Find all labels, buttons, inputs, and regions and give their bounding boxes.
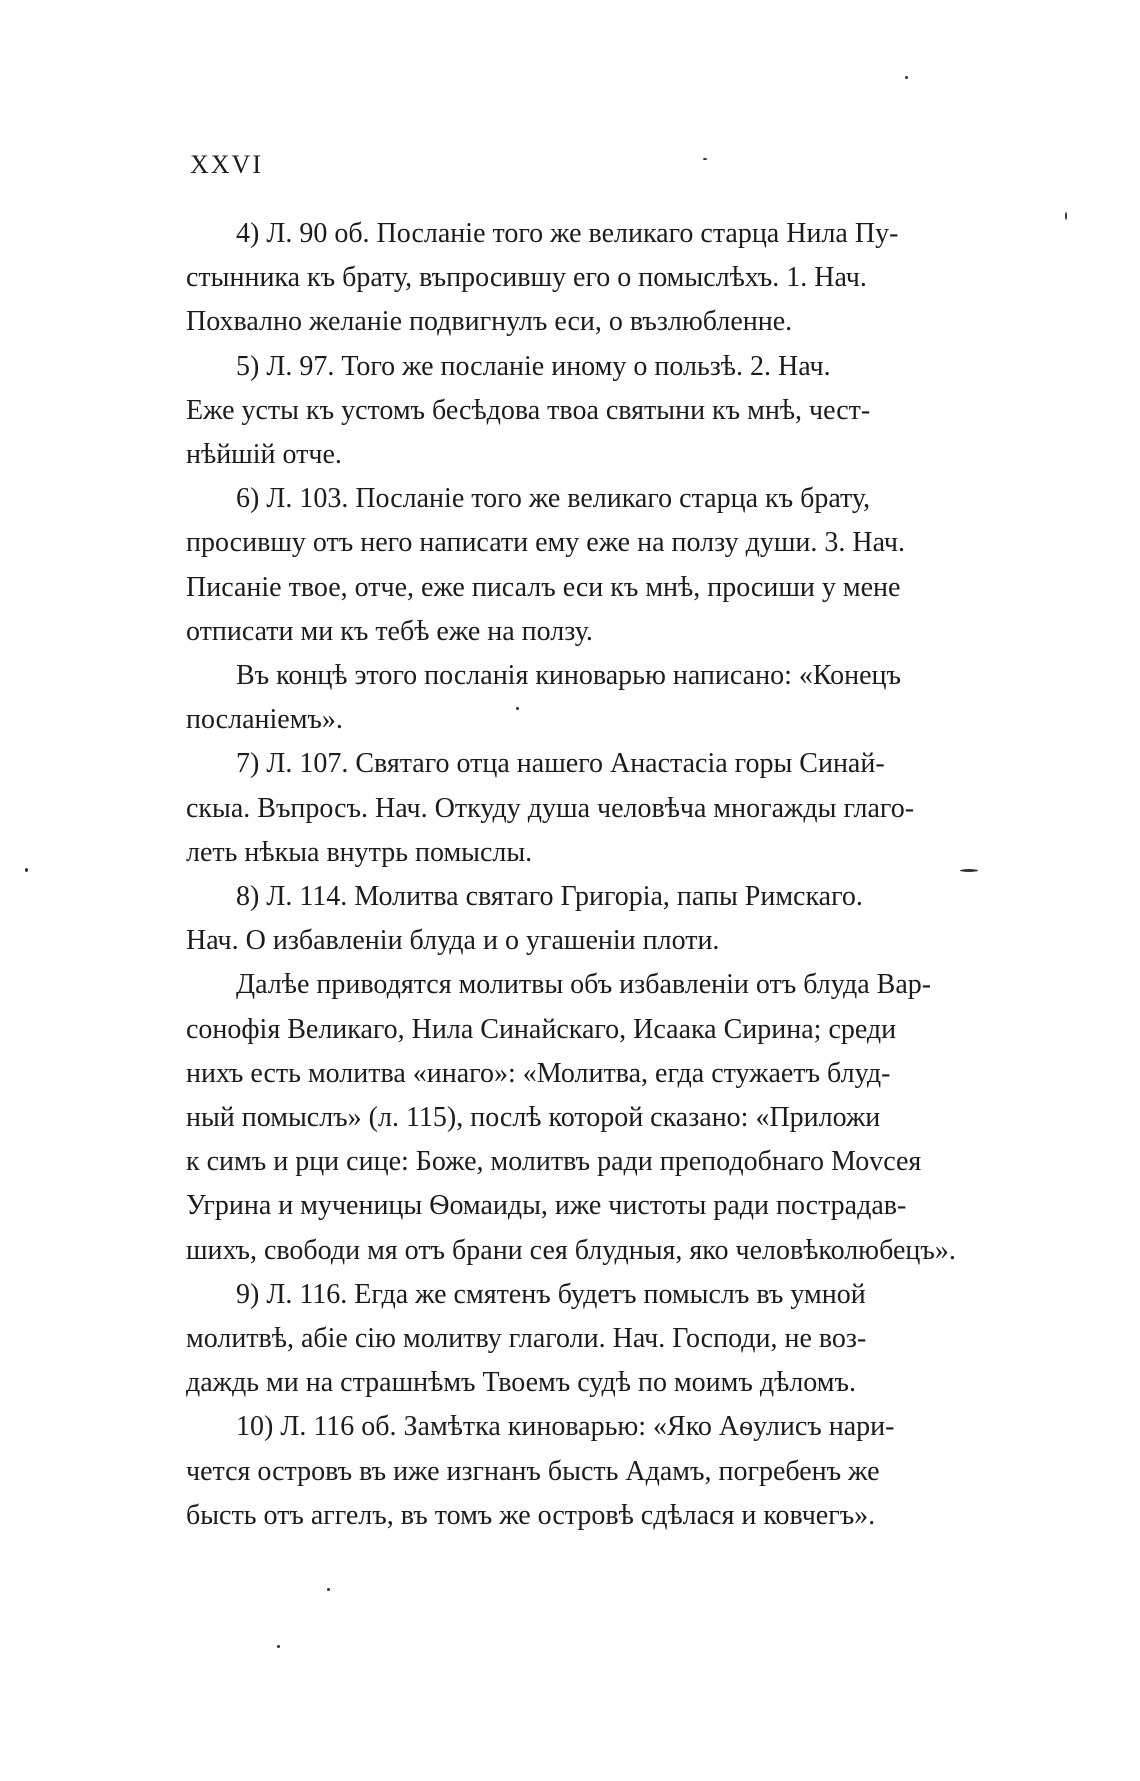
text-line: 7) Л. 107. Святаго отца нашего Анастасіа горы Синай-: [236, 748, 885, 780]
text-line: Писаніе твое, отче, еже писалъ еси къ мнѣ, просиши у мене: [186, 571, 901, 603]
paragraph-note-8: [186, 963, 996, 1272]
text-line: даждь ми на страшнѣмъ Твоемъ судѣ по моимъ дѣломъ.: [186, 1367, 856, 1399]
text-line: ный помыслъ» (л. 115), послѣ которой сказано: «Приложи: [186, 1102, 881, 1134]
text-line: 5) Л. 97. Того же посланіе иному о пользѣ. 2. Нач.: [236, 350, 831, 382]
scan-speck: [277, 1645, 280, 1648]
text-line: Далѣе приводятся молитвы объ избавленіи отъ блуда Вар-: [236, 969, 932, 1001]
text-line: отписати ми къ тебѣ еже на ползу.: [186, 615, 593, 647]
text-line: чется островъ въ иже изгнанъ бысть Адамъ, погребенъ же: [186, 1455, 880, 1487]
scan-speck: [327, 1588, 330, 1591]
text-line: к симъ и рци сице: Боже, молитвъ ради преподобнаго Моvсея: [186, 1146, 922, 1178]
scan-speck: [516, 707, 519, 710]
text-line: посланіемъ».: [186, 704, 343, 736]
text-line: леть нѣкыа внутрь помыслы.: [186, 836, 533, 868]
text-line: скыа. Въпросъ. Нач. Откуду душа человѣча многажды глаго-: [186, 792, 915, 824]
text-line: стынника къ брату, въпросившу его о помыслѣхъ. 1. Нач.: [186, 262, 867, 294]
paragraph-entry-4: [186, 212, 996, 345]
page-number: XXVI: [190, 150, 263, 179]
text-line: бысть отъ аггелъ, въ томъ же островѣ сдѣлася и ковчегъ».: [186, 1499, 876, 1531]
text-line: Нач. О избавленіи блуда и о угашеніи плоти.: [186, 925, 720, 957]
scan-speck: [703, 158, 707, 160]
text-line: Еже усты къ устомъ бесѣдова твоа святыни къ мнѣ, чест-: [186, 394, 871, 426]
text-line: Угрина и мученицы Ѳомаиды, иже чистоты ради пострадав-: [186, 1190, 907, 1222]
scan-speck: [1065, 212, 1067, 220]
paragraph-entry-8: [186, 875, 996, 963]
paragraph-note-6: [186, 654, 996, 742]
text-line: 6) Л. 103. Посланіе того же великаго старца къ брату,: [236, 483, 871, 515]
paragraph-entry-9: [186, 1273, 996, 1406]
paragraph-entry-7: [186, 742, 996, 875]
text-line: нихъ есть молитва «инаго»: «Молитва, егда стужаетъ блуд-: [186, 1057, 891, 1089]
text-line: Похвално желаніе подвигнулъ еси, о възлюбленне.: [186, 306, 793, 338]
paragraph-entry-5: [186, 345, 996, 478]
body-text: [186, 212, 996, 1538]
text-line: просившу отъ него написати ему еже на ползу души. 3. Нач.: [186, 527, 905, 559]
paragraph-entry-10: [186, 1405, 996, 1538]
text-line: молитвѣ, абіе сію молитву глаголи. Нач. Господи, не воз-: [186, 1323, 867, 1355]
text-line: нѣйшій отче.: [186, 439, 342, 471]
text-line: 9) Л. 116. Егда же смятенъ будетъ помыслъ въ умной: [236, 1278, 866, 1310]
paragraph-entry-6: [186, 477, 996, 654]
text-line: 4) Л. 90 об. Посланіе того же великаго старца Нила Пу-: [236, 218, 899, 249]
text-line: 10) Л. 116 об. Замѣтка киноварью: «Яко Аѳулисъ нари-: [236, 1411, 895, 1443]
text-line: Въ концѣ этого посланія киноварью написано: «Конецъ: [236, 660, 901, 692]
text-line: шихъ, свободи мя отъ брани сея блудныя, яко человѣколюбецъ».: [186, 1234, 956, 1266]
scan-speck: [960, 869, 978, 872]
scan-speck: [905, 76, 908, 79]
scan-speck: [25, 868, 28, 872]
text-line: сонофія Великаго, Нила Синайскаго, Исаака Сирина; среди: [186, 1013, 897, 1045]
text-line: 8) Л. 114. Молитва святаго Григоріа, папы Римскаго.: [236, 881, 863, 913]
